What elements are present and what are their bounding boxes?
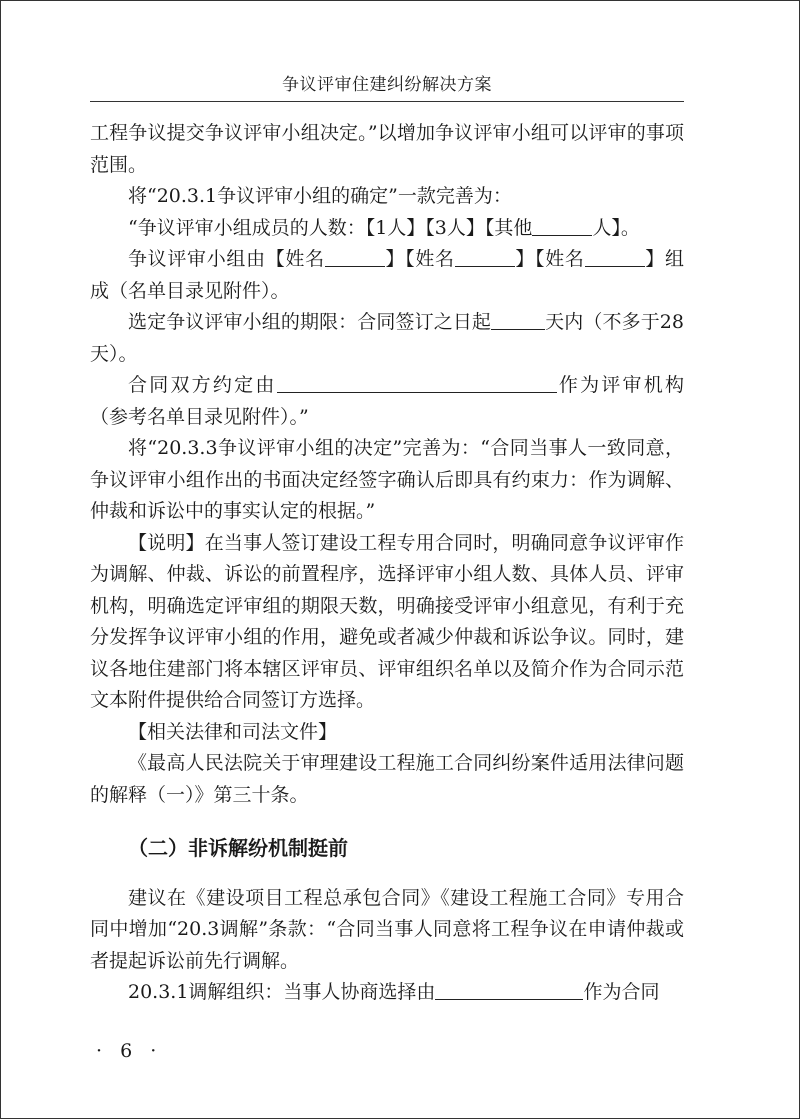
fill-blank xyxy=(491,309,545,330)
fill-blank xyxy=(585,246,645,267)
paragraph: 《最高人民法院关于审理建设工程施工合同纠纷案件适用法律问题的解释（一）》第三十条。 xyxy=(90,752,684,806)
paragraph: 选定争议评审小组的期限：合同签订之日起 天内（不多于28天）。 xyxy=(90,311,684,365)
paragraph: 工程争议提交争议评审小组决定。”以增加争议评审小组可以评审的事项范围。 xyxy=(90,122,684,176)
paragraph: 将“20.3.3争议评审小组的决定”完善为：“合同当事人一致同意，争议评审小组作出的书面决定经签字确认后即具有约束力：作为调解、仲裁和诉讼中的事实认定的根据。” xyxy=(90,437,684,522)
header-rule xyxy=(90,101,684,102)
section-heading: （二）非诉解纷机制挺前 xyxy=(128,836,348,860)
paragraph: 【相关法律和司法文件】 xyxy=(128,720,338,743)
fill-blank xyxy=(277,372,557,393)
paragraph: 将“20.3.1争议评审小组的确定”一款完善为： xyxy=(128,185,512,207)
fill-blank xyxy=(455,246,515,267)
fill-blank xyxy=(325,246,385,267)
fill-blank xyxy=(532,215,592,236)
paragraph: 争议评审小组由【姓名 】【姓名 】【姓名 】组成（名单目录见附件）。 xyxy=(90,248,684,302)
document-body xyxy=(90,118,684,1009)
page-number: · 6 · xyxy=(96,1040,163,1062)
paragraph: “争议评审小组成员的人数：【1人】【3人】【其他 人】。 xyxy=(128,216,640,239)
fill-blank xyxy=(435,979,583,1000)
running-header: 争议评审住建纠纷解决方案 xyxy=(282,75,492,95)
paragraph: 合同双方约定由 作为评审机构（参考名单目录见附件）。” xyxy=(90,374,684,428)
paragraph: 建议在《建设项目工程总承包合同》《建设工程施工合同》专用合同中增加“20.3调解”条款：“合同当事人同意将工程争议在申请仲裁或者提起诉讼前先行调解。 xyxy=(90,886,684,972)
paragraph: 【说明】在当事人签订建设工程专用合同时，明确同意争议评审作为调解、仲裁、诉讼的前置程序，选择评审小组人数、具体人员、评审机构，明确选定评审组的期限天数，明确接受评审小组意见，有利于充分发挥争议评审小组的作用，避免或者减少仲裁和诉讼争议。同时，建议各地住建部门将本辖区评审员、评审组织名单以及简介作为合同示范文本附件提供给合同签订方选择。 xyxy=(90,531,684,711)
paragraph: 20.3.1调解组织：当事人协商选择由 作为合同 xyxy=(128,981,660,1003)
